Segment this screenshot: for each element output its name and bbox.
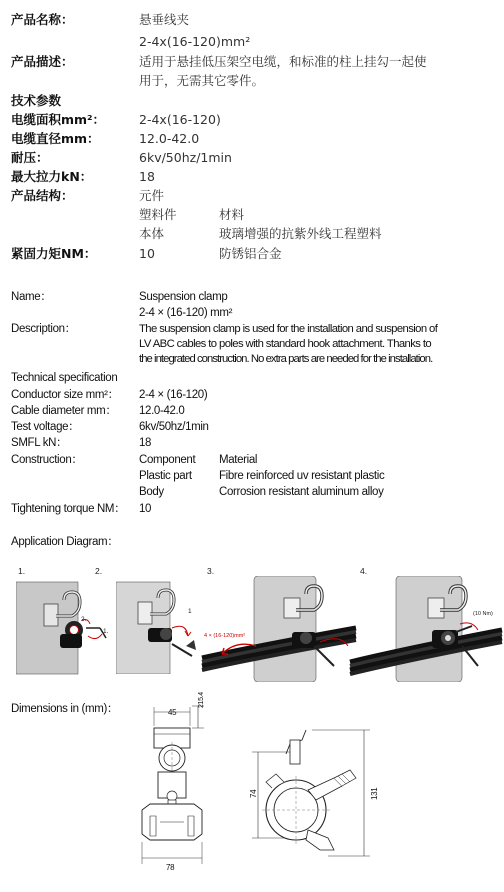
dim-height-top: 215.4 (198, 692, 205, 708)
step-1-note-1: 1. (103, 628, 109, 635)
cn-struct-label: 产品结构： (11, 188, 74, 203)
dim-height-right: 131 (370, 787, 379, 800)
cn-name-value: 悬垂线夹 (139, 12, 190, 27)
en-cond-value: 2-4 × (16-120) (139, 389, 208, 401)
cn-struct-r1c2: 材料 (219, 207, 245, 222)
dimensions-title: Dimensions in (mm)： (11, 703, 119, 715)
en-volt-value: 6kv/50hz/1min (139, 421, 209, 433)
cn-torque-extra: 防锈铝合金 (219, 246, 282, 261)
en-constr-r1c1: Plastic part (139, 470, 192, 482)
en-torque-value: 10 (139, 503, 152, 515)
cn-volt-label: 耐压： (11, 150, 49, 165)
cn-area-label: 电缆面积mm²： (11, 112, 106, 127)
side-view-drawing (238, 726, 382, 866)
step-3-illustration (196, 576, 360, 682)
step-4-torque-note: (10 Nm) (473, 611, 493, 617)
en-tech-label: Technical specification (11, 372, 118, 384)
step-2-number: 2. (95, 566, 103, 576)
en-constr-r2c1: Body (139, 486, 164, 498)
cn-area-value: 2-4x(16-120) (139, 112, 221, 127)
cn-struct-r2c2: 玻璃增强的抗紫外线工程塑料 (219, 226, 382, 241)
step-2-note-1: 1 (188, 608, 192, 615)
front-view-drawing (134, 700, 228, 882)
en-cond-label: Conductor size mm²： (11, 389, 119, 401)
en-constr-r1c2: Fibre reinforced uv resistant plastic (219, 470, 385, 482)
cn-desc-line1: 适用于悬挂低压架空电缆，和标准的柱上挂勾一起使 (139, 54, 427, 69)
cn-torque-value: 10 (139, 246, 155, 261)
cn-diam-value: 12.0-42.0 (139, 131, 200, 146)
cn-volt-value: 6kv/50hz/1min (139, 150, 232, 165)
dim-width-bottom: 78 (166, 863, 175, 872)
en-constr-r2c2: Corrosion resistant aluminum alloy (219, 486, 384, 498)
en-name-label: Name： (11, 291, 52, 303)
en-desc-line2: LV ABC cables to poles with standard hook attachment. Thanks to (139, 338, 432, 350)
cn-struct-r2c1: 本体 (139, 226, 165, 241)
app-diagram-title: Application Diagram： (11, 536, 119, 548)
en-smfl-value: 18 (139, 437, 152, 449)
en-torque-label: Tightening torque NM： (11, 503, 126, 515)
cn-spec-line: 2-4x(16-120)mm² (139, 34, 251, 49)
en-constr-label: Construction： (11, 454, 83, 466)
dim-height-left: 74 (249, 789, 258, 798)
en-diam-value: 12.0-42.0 (139, 405, 185, 417)
cn-struct-header: 元件 (139, 188, 165, 203)
step-3-number: 3. (207, 566, 215, 576)
cn-desc-line2: 用于，无需其它零件。 (139, 73, 265, 88)
cn-tech-label: 技术参数 (11, 93, 62, 108)
cn-tension-label: 最大拉力kN： (11, 169, 93, 184)
dim-width-top: 45 (168, 708, 177, 717)
en-spec-line: 2-4 × (16-120) mm² (139, 307, 233, 319)
cn-desc-label: 产品描述： (11, 54, 74, 69)
step-4-illustration (348, 576, 504, 682)
cn-struct-r1c1: 塑料件 (139, 207, 177, 222)
cn-diam-label: 电缆直径mm： (11, 131, 100, 146)
en-smfl-label: SMFL kN： (11, 437, 68, 449)
en-constr-h1: Component (139, 454, 196, 466)
en-volt-label: Test voltage： (11, 421, 80, 433)
step-1-illustration (16, 578, 116, 676)
en-desc-line1: The suspension clamp is used for the installation and suspension of (139, 323, 438, 335)
step-3-cable-note: 4 × (16-120)mm² (204, 633, 246, 639)
cn-tension-value: 18 (139, 169, 155, 184)
en-name-value: Suspension clamp (139, 291, 228, 303)
step-1-number: 1. (18, 566, 26, 576)
en-desc-line3: the integrated construction. No extra parts are needed for the installation. (139, 353, 433, 365)
step-1-note-2: 2. (81, 616, 87, 623)
step-2-illustration (116, 578, 202, 674)
cn-name-label: 产品名称： (11, 12, 74, 27)
step-4-number: 4. (360, 566, 368, 576)
cn-torque-label: 紧固力矩NM： (11, 246, 97, 261)
en-desc-label: Description： (11, 323, 76, 335)
en-constr-h2: Material (219, 454, 258, 466)
en-diam-label: Cable diameter mm： (11, 405, 117, 417)
